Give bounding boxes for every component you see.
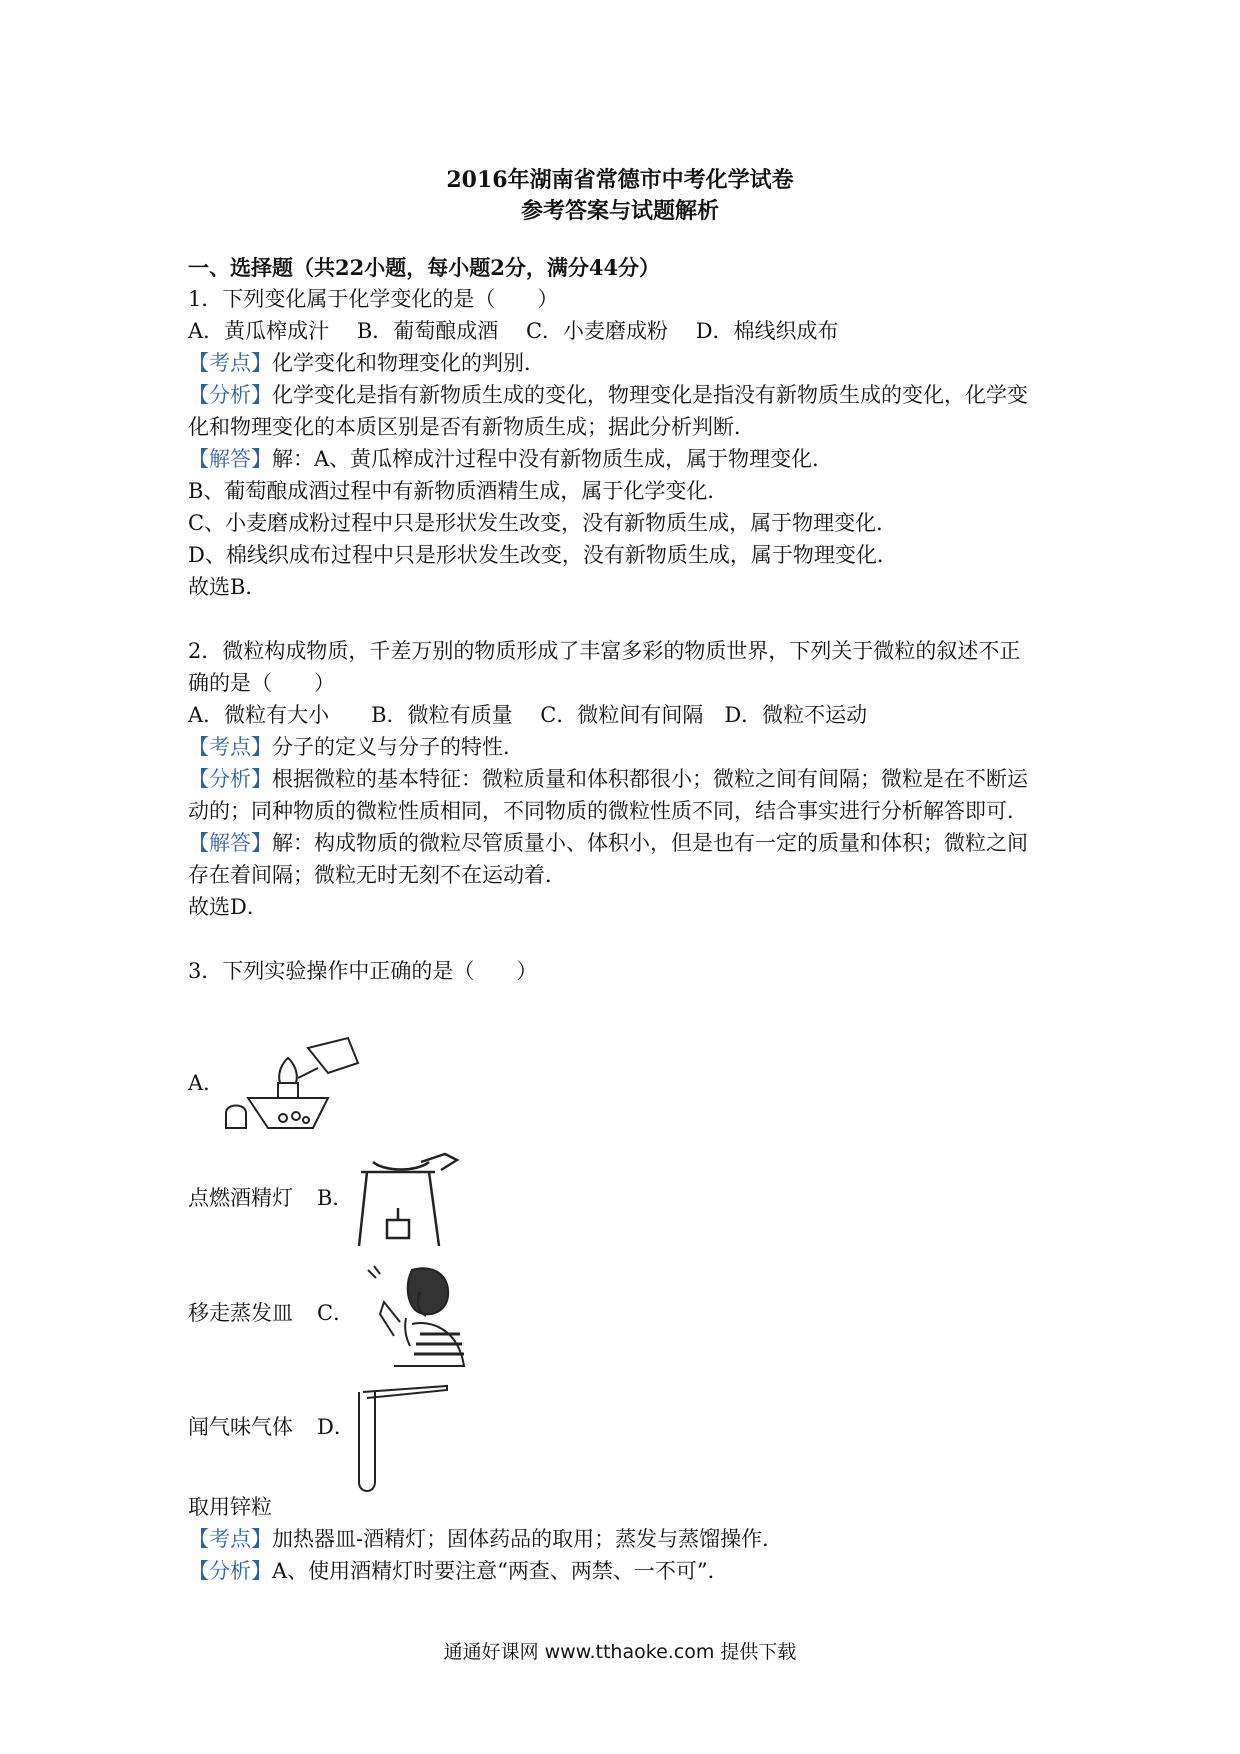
fenxi-tag: 【分析】	[188, 383, 272, 407]
smelling-gas-figure	[360, 1262, 470, 1372]
q2-fenxi-text: 根据微粒的基本特征：微粒质量和体积都很小；微粒之间有间隔；微粒是在不断运	[272, 767, 1028, 791]
q1-fenxi	[188, 382, 1028, 408]
q3-option-a: A．	[188, 1071, 225, 1095]
q2-jieda-line2: 存在着间隔；微粒无时无刻不在运动着．	[188, 863, 566, 887]
zinc-granule-test-tube-figure	[355, 1378, 455, 1498]
jieda-tag: 【解答】	[188, 831, 272, 855]
q3-fenxi-text: A、使用酒精灯时要注意“两查、两禁、一不可”．	[272, 1559, 729, 1583]
q3-option-c: C．	[317, 1301, 355, 1325]
q1-options: A．黄瓜榨成汁 B．葡萄酿成酒 C．小麦磨成粉 D．棉线织成布	[188, 319, 839, 343]
q1-fenxi-line2: 化和物理变化的本质区别是否有新物质生成；据此分析判断．	[188, 415, 755, 439]
q3-caption-d: 取用锌粒	[188, 1495, 272, 1519]
section-heading: 一、选择题（共22小题，每小题2分，满分44分）	[188, 255, 661, 280]
footer-credit: 通通好课网 www.tthaoke.com 提供下载	[443, 1641, 797, 1663]
fenxi-tag: 【分析】	[188, 1559, 272, 1583]
alcohol-lamp-lighting-figure	[218, 1028, 378, 1138]
q1-jieda-line3: C、小麦磨成粉过程中只是形状发生改变，没有新物质生成，属于物理变化．	[188, 511, 898, 535]
q1-fenxi-text: 化学变化是指有新物质生成的变化，物理变化是指没有新物质生成的变化，化学变	[272, 383, 1028, 407]
q1-answer: 故选B．	[188, 575, 267, 599]
q3-caption-b: 移走蒸发皿	[188, 1301, 293, 1325]
fenxi-tag: 【分析】	[188, 767, 272, 791]
kaodian-tag: 【考点】	[188, 735, 272, 759]
evaporating-dish-figure	[355, 1150, 465, 1250]
q3-fenxi	[188, 1558, 729, 1584]
q1-kaodian-text: 化学变化和物理变化的判别．	[272, 351, 545, 375]
q1-jieda-line2: B、葡萄酿成酒过程中有新物质酒精生成，属于化学变化．	[188, 479, 729, 503]
q3-kaodian	[188, 1526, 783, 1552]
q2-kaodian-text: 分子的定义与分子的特性．	[272, 735, 524, 759]
q1-stem: 1．下列变化属于化学变化的是（ ）	[188, 287, 559, 311]
q3-option-b: B．	[317, 1186, 354, 1210]
q1-jieda	[188, 446, 833, 472]
page-title: 2016年湖南省常德市中考化学试卷	[446, 167, 794, 193]
kaodian-tag: 【考点】	[188, 351, 272, 375]
q3-option-d: D．	[317, 1415, 355, 1439]
q1-kaodian	[188, 350, 545, 376]
q2-options: A．微粒有大小 B．微粒有质量 C．微粒间有间隔 D．微粒不运动	[188, 703, 868, 727]
q2-answer: 故选D．	[188, 895, 268, 919]
q1-jieda-line4: D、棉线织成布过程中只是形状发生改变，没有新物质生成，属于物理变化．	[188, 543, 898, 567]
kaodian-tag: 【考点】	[188, 1527, 272, 1551]
q2-stem: 2．微粒构成物质，千差万别的物质形成了丰富多彩的物质世界，下列关于微粒的叙述不正	[188, 639, 1021, 663]
page-subtitle: 参考答案与试题解析	[520, 198, 719, 224]
q1-jieda-text: 解：A、黄瓜榨成汁过程中没有新物质生成，属于物理变化．	[272, 447, 834, 471]
q3-caption-c: 闻气味气体	[188, 1415, 293, 1439]
q2-jieda-text: 解：构成物质的微粒尽管质量小、体积小，但是也有一定的质量和体积；微粒之间	[272, 831, 1028, 855]
q2-stem-line2: 确的是（ ）	[188, 671, 335, 695]
q2-fenxi-line2: 动的；同种物质的微粒性质相同，不同物质的微粒性质不同，结合事实进行分析解答即可．	[188, 799, 1028, 823]
q3-caption-a: 点燃酒精灯	[188, 1186, 293, 1210]
jieda-tag: 【解答】	[188, 447, 272, 471]
q3-stem: 3．下列实验操作中正确的是（ ）	[188, 959, 538, 983]
q2-kaodian	[188, 734, 524, 760]
q2-jieda	[188, 830, 1028, 856]
q2-fenxi	[188, 766, 1028, 792]
q3-kaodian-text: 加热器皿-酒精灯；固体药品的取用；蒸发与蒸馏操作．	[272, 1527, 784, 1551]
